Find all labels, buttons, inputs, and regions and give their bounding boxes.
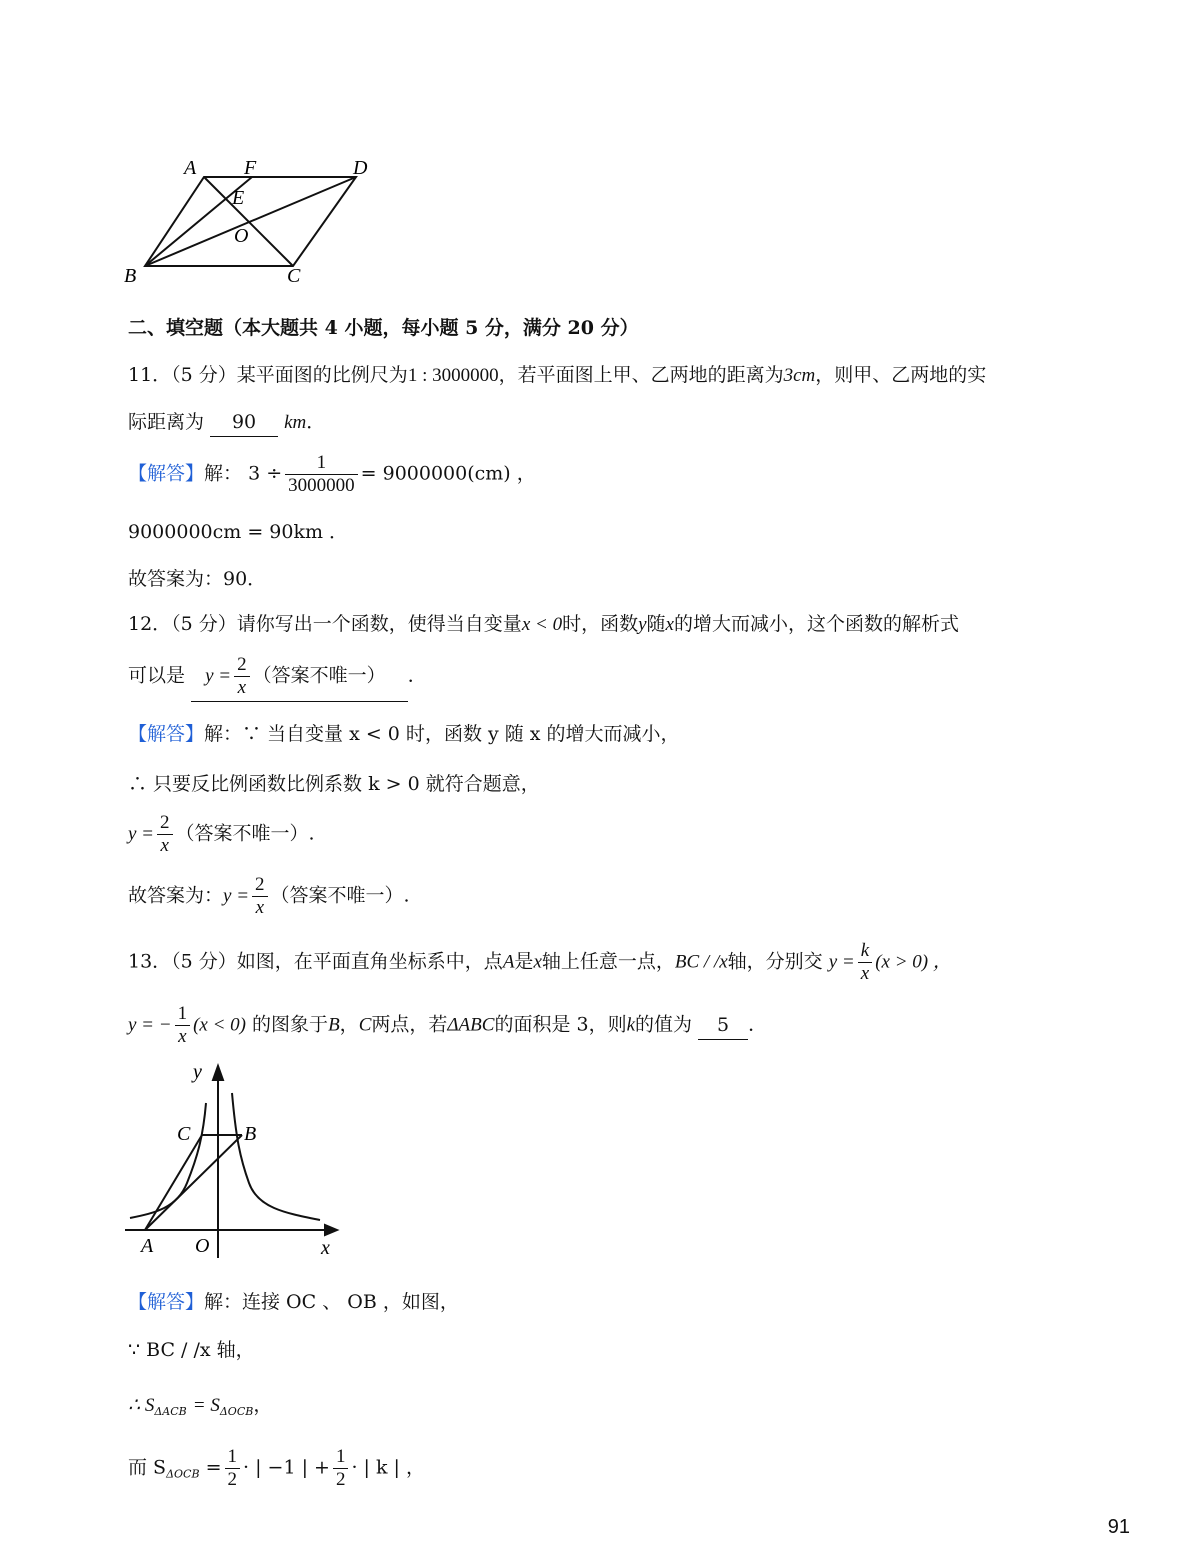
q12-stem-line2: 可以是 y = $\frac{2}{x}$ （答案不唯一） ． <box>128 654 427 702</box>
q11-solution-line2: 9000000cm = 90km ． <box>128 521 349 543</box>
axis-y-label: y <box>193 1061 202 1083</box>
q12-stem-line1: 12．（5 分）请你写出一个函数，使得当自变量x < 0时，函数y随x的增大而减小，这个函数的解析式 <box>128 613 959 635</box>
point-B-label: B <box>244 1123 257 1145</box>
label-F: F <box>244 157 257 179</box>
q11-answer: 90 <box>210 408 278 437</box>
label-E: E <box>232 187 245 209</box>
q12-solution-line3: y = $\frac{2}{x}$ （答案不唯一）. <box>128 812 315 856</box>
label-A: A <box>184 157 197 179</box>
q13-solution-line3: ∴ $S_{\Delta ACB} = S_{\Delta OCB}$， <box>128 1394 273 1418</box>
label-D: D <box>353 157 368 179</box>
solution-tag: 【解答】 <box>128 1291 205 1313</box>
q12-answer: y = $\frac{2}{x}$ （答案不唯一） <box>191 654 408 702</box>
q13-solution-line4: 而 $S_{\Delta OCB}$ = $\frac{1}{2}$ · | −1 | + $\frac{1}{2}$ · | k | ， <box>128 1446 425 1490</box>
q12-solution-line2: ∴ 只要反比例函数比例系数 k > 0 就符合题意， <box>128 773 540 795</box>
point-C-label: C <box>177 1123 191 1145</box>
label-B: B <box>124 265 137 287</box>
point-A-label: A <box>141 1235 154 1257</box>
section-heading: 二、填空题（本大题共 4 小题，每小题 5 分，满分 20 分） <box>128 317 639 339</box>
label-C: C <box>287 265 301 287</box>
solution-tag: 【解答】 <box>128 462 205 485</box>
q13-answer: 5 <box>698 1011 748 1040</box>
q12-final-answer: 故答案为：y = $\frac{2}{x}$ （答案不唯一）. <box>128 874 410 918</box>
q13-stem-line1: 13．（5 分）如图，在平面直角坐标系中，点A是x轴上任意一点，BC / /x轴，分别交 y = $\frac{k}{x}$ (x > 0) ， <box>128 940 952 984</box>
q11-final-answer: 故答案为：90． <box>128 568 267 590</box>
q13-solution-line1: 【解答】解：连接 OC 、 OB ，如图， <box>128 1291 459 1313</box>
coordinate-plane-figure <box>125 1058 345 1263</box>
q13-solution-line2: ∵ BC / /x 轴， <box>128 1339 255 1361</box>
q13-stem-line2: y = − $\frac{1}{x}$ (x < 0) 的图象于B，C两点，若ΔABC的面积是 3，则k的值为 5 ． <box>128 1003 768 1047</box>
q11-stem-line2: 际距离为 90 km． <box>128 408 325 437</box>
q11-stem-line1: 11．（5 分）某平面图的比例尺为1 : 3000000，若平面图上甲、乙两地的距离为3cm，则甲、乙两地的实 <box>128 364 987 386</box>
parallelogram-figure <box>118 150 388 290</box>
solution-tag: 【解答】 <box>128 723 205 745</box>
q12-solution-line1: 【解答】解：∵ 当自变量 x < 0 时，函数 y 随 x 的增大而减小， <box>128 723 680 745</box>
page-number: 91 <box>1107 1516 1130 1538</box>
label-O: O <box>234 225 249 247</box>
origin-label: O <box>195 1235 210 1257</box>
axis-x-label: x <box>321 1237 330 1259</box>
q11-solution-line1: 【解答】解： 3 ÷ $\frac{1}{3000000}$ = 9000000(cm) ， <box>128 452 536 496</box>
